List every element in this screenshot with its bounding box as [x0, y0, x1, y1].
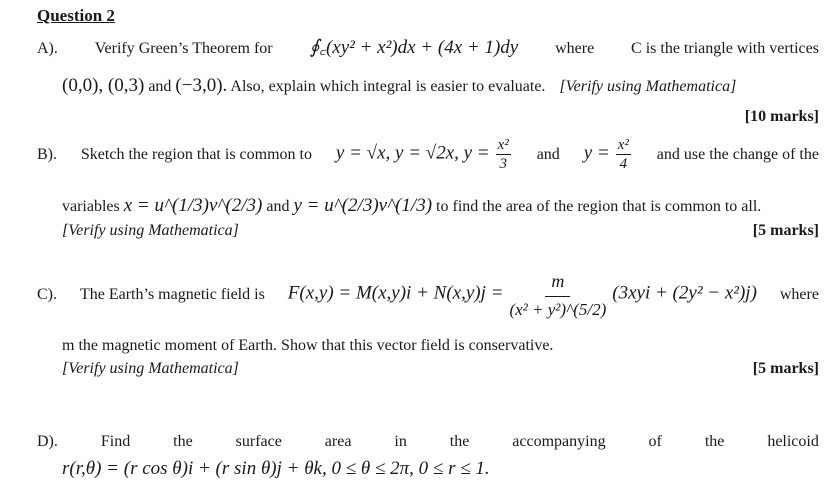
- part-d-word: area: [324, 433, 352, 450]
- part-a-vertex-3: (−3,0).: [175, 75, 228, 96]
- part-b-variables: variables: [62, 198, 120, 215]
- part-b-verify-note: [Verify using Mathematica]: [62, 222, 239, 239]
- part-b-line-2: [62, 196, 761, 217]
- fraction-2-numerator: x²: [617, 137, 629, 153]
- part-b-curve-equations: y = √x, y = √2x, y =: [335, 142, 490, 164]
- part-c-vector: (3xyi + (2y² − x²)j): [612, 282, 757, 304]
- part-b-marks: [5 marks]: [752, 222, 819, 239]
- part-a-triangle-text: C is the triangle with vertices: [631, 40, 819, 57]
- part-a-marks: [10 marks]: [744, 108, 819, 125]
- part-c-field-expression: [288, 272, 757, 318]
- part-c-text-start: The Earth’s magnetic field is: [79, 286, 265, 303]
- part-c-verify-note: [Verify using Mathematica]: [62, 360, 239, 377]
- part-c-where: where: [779, 286, 819, 303]
- part-b-line-1: [37, 138, 819, 172]
- part-b-fraction-1: [496, 138, 511, 172]
- part-d-word: accompanying: [512, 433, 606, 450]
- part-b-curves: [336, 138, 513, 172]
- part-d-word: the: [704, 433, 725, 450]
- part-a-explain-text: Also, explain which integral is easier to evaluate.: [230, 78, 546, 95]
- part-b-substitution-x: x = u^(1/3)v^(2/3): [123, 195, 263, 216]
- part-d-word: surface: [235, 433, 282, 450]
- part-a-vertices: (0,0), (0,3): [62, 75, 145, 96]
- part-d-word: the: [449, 433, 470, 450]
- part-b-sub-and: and: [266, 198, 290, 215]
- part-a-where: where: [555, 40, 595, 57]
- part-a-line-1: [37, 38, 819, 59]
- part-c-line-2: m the magnetic moment of Earth. Show that this vector field is conservative.: [62, 337, 554, 354]
- part-d-helicoid-equation: r(r,θ) = (r cos θ)i + (r sin θ)j + θk, 0 ≤ θ ≤ 2π, 0 ≤ r ≤ 1.: [62, 458, 490, 479]
- question-title: Question 2: [37, 6, 115, 25]
- fraction-1-denominator: 3: [499, 156, 507, 172]
- part-c-line-1: [37, 272, 819, 318]
- part-d-label: D).: [37, 433, 58, 450]
- part-c-fraction-denominator: (x² + y²)^(5/2): [509, 300, 607, 319]
- part-a-integral: ∮꜀(xy² + x²)dx + (4x + 1)dy: [309, 37, 519, 58]
- part-b-fraction-2: [616, 138, 631, 172]
- part-d-line-1: [37, 432, 819, 452]
- part-b-label: B).: [37, 146, 57, 163]
- part-b-text-end: and use the change of the: [656, 146, 819, 163]
- part-b-y-equals: y =: [583, 142, 610, 164]
- part-c-marks: [5 marks]: [752, 360, 819, 377]
- part-c-label: C).: [37, 286, 57, 303]
- part-d-word: the: [173, 433, 193, 450]
- part-a-and: and: [148, 78, 172, 95]
- part-b-and: and: [536, 146, 560, 163]
- part-b-text-start: Sketch the region that is common to: [80, 146, 312, 163]
- part-b-text-area: to find the area of the region that is common to all.: [436, 198, 762, 215]
- fraction-2-denominator: 4: [619, 156, 628, 172]
- fraction-1-numerator: x²: [497, 137, 509, 153]
- part-c-fraction: [509, 272, 606, 318]
- part-c-fraction-numerator: m: [545, 272, 570, 297]
- part-a-verify-note: [Verify using Mathematica]: [559, 78, 737, 95]
- part-a-text: Verify Green’s Theorem for: [94, 40, 273, 57]
- part-a-line-2: [62, 76, 736, 97]
- part-d-word: of: [648, 433, 662, 450]
- part-b-curve-4: [584, 138, 633, 172]
- part-b-substitution-y: y = u^(2/3)v^(1/3): [293, 195, 433, 216]
- part-d-word: Find: [100, 433, 131, 450]
- part-c-field: F(x,y) = M(x,y)i + N(x,y)j =: [287, 282, 504, 304]
- part-a-label: A).: [37, 40, 58, 57]
- part-d-word: helicoid: [767, 433, 819, 450]
- part-d-word: in: [394, 433, 407, 450]
